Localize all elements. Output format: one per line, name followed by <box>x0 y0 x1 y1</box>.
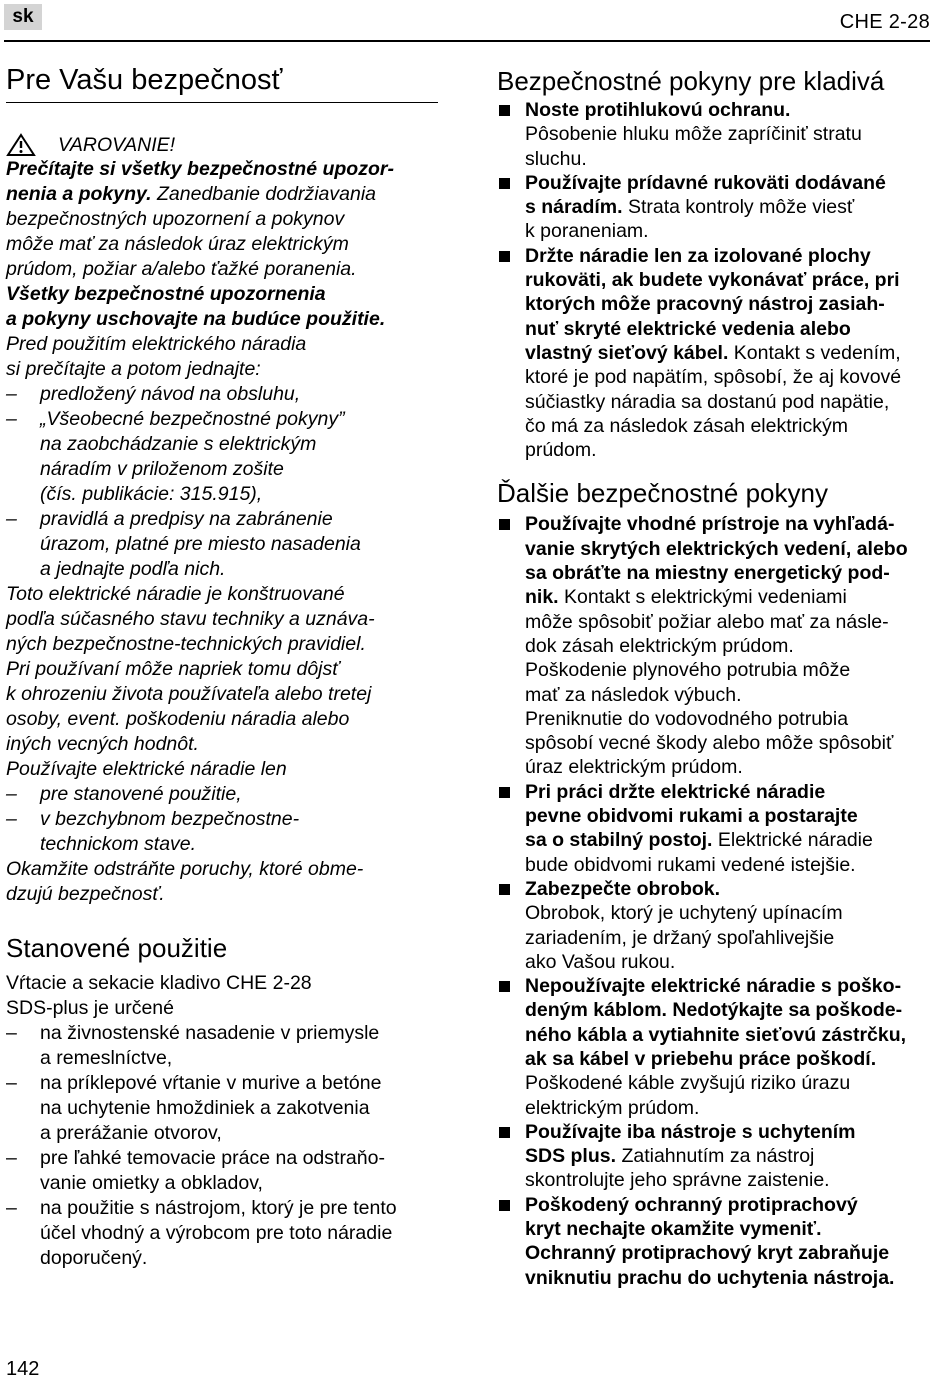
text-line: rukoväti, ak budete vykonávať práce, pri <box>525 269 900 292</box>
text-line: Používajte vhodné prístroje na vyhľadá- <box>525 513 895 536</box>
text-line: Pri používaní môže napriek tomu dôjsť <box>6 658 340 680</box>
text-line: ak sa kábel v priebehu práce poškodí. <box>525 1047 877 1070</box>
reading-list <box>6 382 446 582</box>
usage-list <box>6 1021 446 1271</box>
text-line: Ochranný protiprachový kryt zabraňuje <box>525 1242 890 1265</box>
square-bullet-icon <box>499 787 510 798</box>
text-line: Zabezpečte obrobok. <box>525 877 721 900</box>
text-line: s náradím. Strata kontroly môže viesť <box>525 196 855 219</box>
square-bullet-icon <box>499 519 510 530</box>
model-code: CHE 2-28 <box>839 11 930 33</box>
text-line: Toto elektrické náradie je konštruované <box>6 583 345 605</box>
text-line: sa obráťte na miestny energetický pod- <box>525 562 890 585</box>
text-line: vlastný sieťový kábel. Kontakt s vedením, <box>525 341 901 364</box>
text-line: Obrobok, ktorý je uchytený upínacím <box>525 902 843 925</box>
list-item <box>497 244 937 463</box>
text-line: môže spôsobiť požiar alebo mať za násle- <box>525 610 889 633</box>
text-line: prúdom. <box>525 439 597 462</box>
text-line: si prečítajte a potom jednajte: <box>6 358 261 380</box>
hammer-safety-list <box>497 98 937 462</box>
text-line: pevne obidvomi rukami a postarajte <box>525 805 858 828</box>
list-item: – na použitie s nástrojom, ktorý je pre tento účel vhodný a výrobcom pre toto náradie doporučený. <box>6 1196 446 1271</box>
text-line: Používajte iba nástroje s uchytením <box>525 1120 856 1143</box>
section-title-safety: Pre Vašu bezpečnosť <box>6 62 438 103</box>
section-title-hammer-safety: Bezpečnostné pokyny pre kladivá <box>497 66 885 96</box>
text-line: podľa súčasného stavu techniky a uznáva- <box>6 608 375 630</box>
text-line: úraz elektrickým prúdom. <box>525 756 743 779</box>
square-bullet-icon <box>499 981 510 992</box>
text-line: a pokyny uschovajte na budúce použitie. <box>6 308 386 330</box>
text-line: Noste protihlukovú ochranu. <box>525 99 791 121</box>
text-line: dok zásah elektrickým prúdom. <box>525 634 794 657</box>
list-item: – predložený návod na obsluhu, <box>6 382 446 407</box>
warning-label: VAROVANIE! <box>58 134 176 156</box>
text-line: Používajte prídavné rukoväti dodávané <box>525 171 886 194</box>
text-line: elektrickým prúdom. <box>525 1096 700 1119</box>
text-line: Používajte elektrické náradie len <box>6 758 287 780</box>
text-line: osoby, event. poškodeniu náradia alebo <box>6 708 350 730</box>
text-line: Poškodený ochranný protiprachový <box>525 1193 858 1216</box>
list-item <box>497 1120 937 1193</box>
list-item <box>497 171 937 244</box>
list-item: – „Všeobecné bezpečnostné pokyny” na zaobchádzanie s elektrickým náradím v priloženom zošite (čís. publikácie: 315.915), <box>6 407 446 507</box>
warning-text <box>6 157 446 382</box>
list-item: – pravidlá a predpisy na zabránenie úrazom, platné pre miesto nasadenia a jednajte podľa nich. <box>6 507 446 582</box>
text-line: vniknutiu prachu do uchytenia nástroja. <box>525 1266 895 1289</box>
language-badge: sk <box>4 4 42 30</box>
list-item <box>497 98 937 171</box>
square-bullet-icon <box>499 884 510 895</box>
square-bullet-icon <box>499 251 510 262</box>
text-line: Prečítajte si všetky bezpečnostné upozor- <box>6 158 394 180</box>
page-number: 142 <box>6 1358 40 1380</box>
text-line: ktorých môže pracovný nástroj zasiah- <box>525 293 885 316</box>
text-line: bezpečnostných upozornení a pokynov <box>6 208 345 230</box>
text-line: skontrolujte jeho správne zaistenie. <box>525 1169 830 1192</box>
text-line: čo má za následok zásah elektrickým <box>525 414 848 437</box>
list-item: – v bezchybnom bezpečnostne- technickom stave. <box>6 807 446 857</box>
text-line: Okamžite odstráňte poruchy, ktoré obme- <box>6 858 364 880</box>
text-line: ktoré je pod napätím, spôsobí, že aj kovové <box>525 366 902 389</box>
square-bullet-icon <box>499 178 510 189</box>
text-line: mať za následok výbuch. <box>525 683 742 706</box>
text-line: dzujú bezpečnosť. <box>6 883 165 905</box>
usage-intro <box>6 971 446 1021</box>
text-line: spôsobí vecné škody alebo môže spôsobiť <box>525 732 894 755</box>
list-item <box>497 974 937 1120</box>
text-line: ných bezpečnostne-technických pravidiel. <box>6 633 366 655</box>
text-line: môže mať za následok úraz elektrickým <box>6 233 349 255</box>
text-line: kryt nechajte okamžite vymeniť. <box>525 1218 822 1241</box>
text-line: ného kábla a vytiahnite sieťovú zástrčku, <box>525 1023 907 1046</box>
intended-use-note <box>6 582 446 782</box>
list-item <box>497 780 937 877</box>
text-line: sluchu. <box>525 147 587 170</box>
text-line: Pred použitím elektrického náradia <box>6 333 307 355</box>
text-line: Poškodené káble zvyšujú riziko úrazu <box>525 1072 851 1095</box>
text-line: Poškodenie plynového potrubia môže <box>525 659 851 682</box>
warning-heading <box>6 133 446 157</box>
text-line: k poraneniam. <box>525 220 649 243</box>
text-line: Pri práci držte elektrické náradie <box>525 780 826 803</box>
warning-triangle-icon <box>6 133 36 157</box>
text-line: deným káblom. Nedotýkajte sa poškode- <box>525 999 903 1022</box>
list-item: – pre stanovené použitie, <box>6 782 446 807</box>
list-item <box>497 512 937 779</box>
text-line: Všetky bezpečnostné upozornenia <box>6 283 326 305</box>
text-line: sa o stabilný postoj. Elektrické náradie <box>525 829 873 852</box>
text-line: nenia a pokyny. Zanedbanie dodržiavania <box>6 183 376 205</box>
text-line: zariadením, je držaný spoľahlivejšie <box>525 926 835 949</box>
text-line: SDS plus. Zatiahnutím za nástroj <box>525 1145 815 1168</box>
list-item: – na príklepové vŕtanie v murive a betóne na uchytenie hmoždiniek a zakotvenia a prerážanie otvorov, <box>6 1071 446 1146</box>
fault-note <box>6 857 446 907</box>
text-line: Nepoužívajte elektrické náradie s poško- <box>525 975 902 998</box>
text-line: vanie skrytých elektrických vedení, alebo <box>525 537 908 560</box>
text-line: nik. Kontakt s elektrickými vedeniami <box>525 586 847 609</box>
text-line: k ohrozeniu života používateľa alebo tretej <box>6 683 372 705</box>
square-bullet-icon <box>499 1200 510 1211</box>
square-bullet-icon <box>499 105 510 116</box>
list-item <box>497 1193 937 1290</box>
text-line: Pôsobenie hluku môže zapríčiniť stratu <box>525 123 862 146</box>
text-line: nuť skryté elektrické vedenia alebo <box>525 317 851 340</box>
text-line: súčiastky náradia sa dostanú pod napätie, <box>525 390 890 413</box>
header-divider <box>4 40 930 42</box>
right-column <box>497 64 937 1290</box>
left-column <box>6 62 446 1271</box>
text-line: ako Vašou rukou. <box>525 950 676 973</box>
text-line: Preniknutie do vodovodného potrubia <box>525 707 849 730</box>
text-line: bude obidvomi rukami vedené istejšie. <box>525 853 856 876</box>
text-line: Držte náradie len za izolované plochy <box>525 244 871 267</box>
additional-safety-list <box>497 512 937 1290</box>
text-line: iných vecných hodnôt. <box>6 733 199 755</box>
text-line: SDS-plus je určené <box>6 997 174 1019</box>
section-title-additional-safety: Ďalšie bezpečnostné pokyny <box>497 478 828 509</box>
square-bullet-icon <box>499 1127 510 1138</box>
text-line: prúdom, požiar a/alebo ťažké poranenia. <box>6 258 357 280</box>
list-item <box>497 877 937 974</box>
use-conditions-list <box>6 782 446 857</box>
text-line: Vŕtacie a sekacie kladivo CHE 2-28 <box>6 972 312 994</box>
section-title-intended-use: Stanovené použitie <box>6 933 228 963</box>
list-item: – na živnostenské nasadenie v priemysle a remeslníctve, <box>6 1021 446 1071</box>
list-item: – pre ľahké temovacie práce na odstraňo- vanie omietky a obkladov, <box>6 1146 446 1196</box>
